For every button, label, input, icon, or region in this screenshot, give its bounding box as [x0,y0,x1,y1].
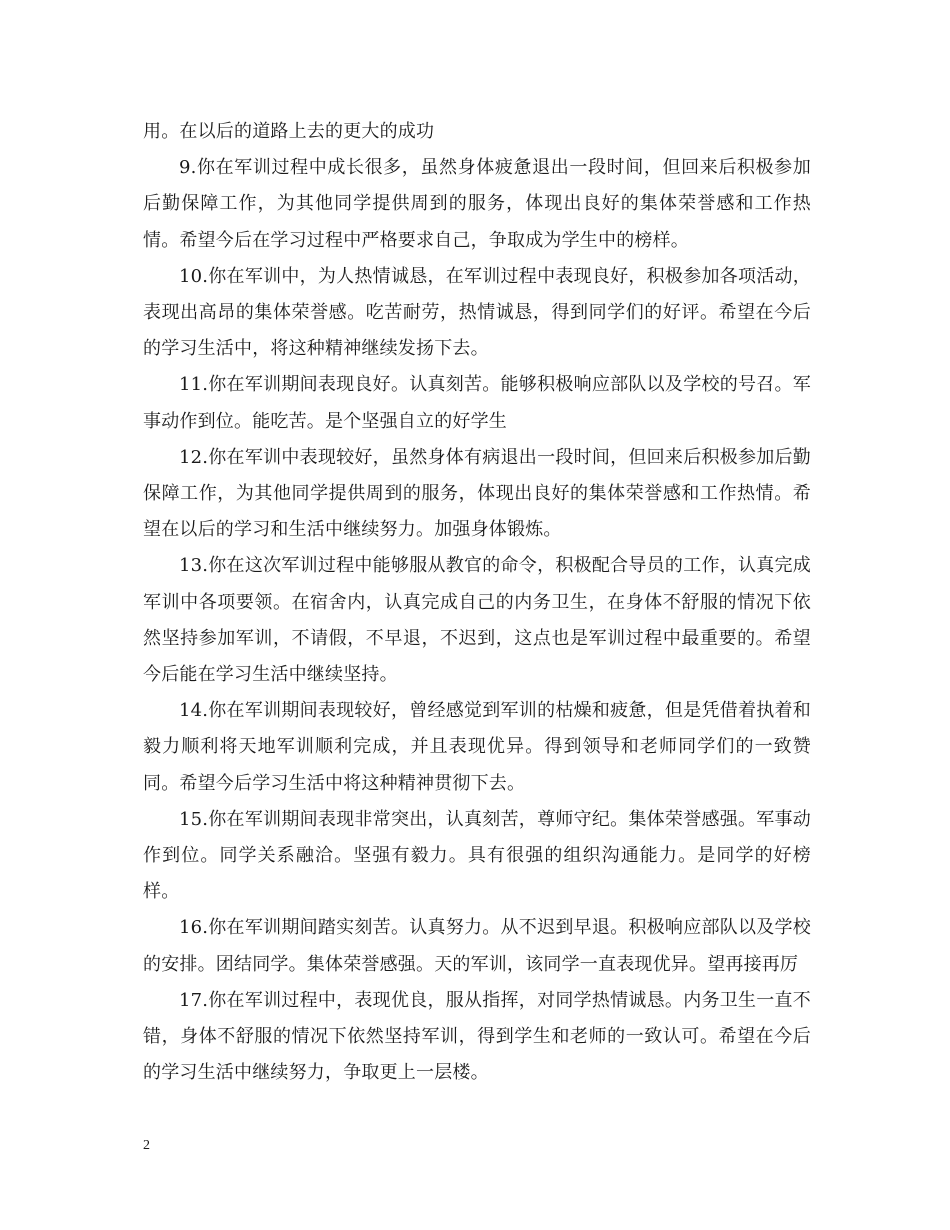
paragraph-item-9: 9.你在军训过程中成长很多，虽然身体疲惫退出一段时间，但回来后积极参加后勤保障工作，为其他同学提供周到的服务，体现出良好的集体荣誉感和工作热情。希望今后在学习过程中严格要求自己，争取成为学生中的榜样。 [143,157,811,251]
paragraph-continuation: 用。在以后的道路上去的更大的成功 [143,121,435,142]
page-number: 2 [143,1138,150,1153]
paragraph-item-10: 10.你在军训中，为人热情诚恳，在军训过程中表现良好，积极参加各项活动，表现出高昂的集体荣誉感。吃苦耐劳，热情诚恳，得到同学们的好评。希望在今后的学习生活中，将这种精神继续发扬下去。 [143,265,811,360]
document-body [143,114,811,1091]
paragraph-item-11: 11.你在军训期间表现良好。认真刻苦。能够积极响应部队以及学校的号召。军事动作到位。能吃苦。是个坚强自立的好学生 [143,374,811,432]
paragraph-item-13: 13.你在这次军训过程中能够服从教官的命令，积极配合导员的工作，认真完成军训中各项要领。在宿舍内，认真完成自己的内务卫生，在身体不舒服的情况下依然坚持参加军训，不请假，不早退，不迟到，这点也是军训过程中最重要的。希望今后能在学习生活中继续坚持。 [143,555,811,686]
paragraph-item-16: 16.你在军训期间踏实刻苦。认真努力。从不迟到早退。积极响应部队以及学校的安排。团结同学。集体荣誉感强。天的军训，该同学一直表现优异。望再接再厉 [143,917,811,975]
paragraph-item-14: 14.你在军训期间表现较好，曾经感觉到军训的枯燥和疲惫，但是凭借着执着和毅力顺利将天地军训顺利完成，并且表现优异。得到领导和老师同学们的一致赞同。希望今后学习生活中将这种精神贯彻下去。 [143,700,811,794]
paragraph-item-17: 17.你在军训过程中，表现优良，服从指挥，对同学热情诚恳。内务卫生一直不错，身体不舒服的情况下依然坚持军训，得到学生和老师的一致认可。希望在今后的学习生活中继续努力，争取更上一层楼。 [143,989,811,1084]
paragraph-item-12: 12.你在军训中表现较好，虽然身体有病退出一段时间，但回来后积极参加后勤保障工作，为其他同学提供周到的服务，体现出良好的集体荣誉感和工作热情。希望在以后的学习和生活中继续努力。加强身体锻炼。 [143,446,811,541]
paragraph-item-15: 15.你在军训期间表现非常突出，认真刻苦，尊师守纪。集体荣誉感强。军事动作到位。同学关系融洽。坚强有毅力。具有很强的组织沟通能力。是同学的好榜样。 [143,808,811,903]
